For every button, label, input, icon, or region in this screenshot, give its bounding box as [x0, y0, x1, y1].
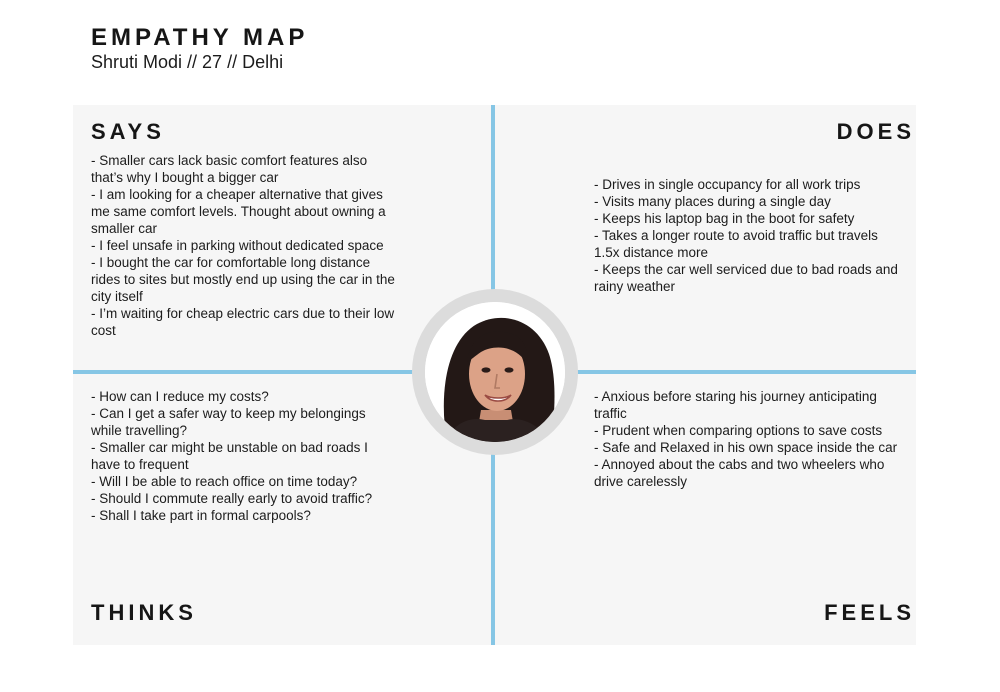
thinks-item: - Smaller car might be unstable on bad roads I have to frequent: [91, 440, 368, 472]
does-list: [594, 176, 899, 295]
feels-list: [594, 388, 904, 490]
says-item: - I feel unsafe in parking without dedicated space: [91, 238, 384, 253]
feels-item: - Annoyed about the cabs and two wheelers who drive carelessly: [594, 457, 885, 489]
says-list: [91, 152, 396, 339]
says-item: - I’m waiting for cheap electric cars due to their low cost: [91, 306, 395, 338]
thinks-item: - Should I commute really early to avoid traffic?: [91, 491, 373, 506]
thinks-item: - Can I get a safer way to keep my belongings while travelling?: [91, 406, 366, 438]
feels-item: - Anxious before staring his journey anticipating traffic: [594, 389, 877, 421]
page-title: EMPATHY MAP: [91, 24, 309, 51]
does-item: - Visits many places during a single day: [594, 194, 831, 209]
says-heading: SAYS: [91, 119, 165, 144]
does-heading: DOES: [836, 119, 915, 144]
does-item: - Keeps the car well serviced due to bad roads and rainy weather: [594, 262, 898, 294]
says-item: - I bought the car for comfortable long distance rides to sites but mostly end up using the car in the city itself: [91, 255, 395, 304]
does-item: - Keeps his laptop bag in the boot for safety: [594, 211, 855, 226]
persona-subtitle: Shruti Modi // 27 // Delhi: [91, 52, 284, 72]
says-item: - I am looking for a cheaper alternative that gives me same comfort levels. Thought about owning a smaller car: [91, 187, 386, 236]
does-item: - Drives in single occupancy for all work trips: [594, 177, 861, 192]
avatar: [412, 289, 578, 455]
thinks-item: - Shall I take part in formal carpools?: [91, 508, 311, 523]
avatar-photo: [425, 302, 565, 442]
thinks-heading: THINKS: [91, 600, 197, 625]
says-item: - Smaller cars lack basic comfort features also that’s why I bought a bigger car: [91, 153, 368, 185]
does-item: - Takes a longer route to avoid traffic but travels 1.5x distance more: [594, 228, 878, 260]
thinks-list: [91, 388, 396, 524]
thinks-item: - Will I be able to reach office on time today?: [91, 474, 358, 489]
thinks-item: - How can I reduce my costs?: [91, 389, 269, 404]
feels-item: - Prudent when comparing options to save costs: [594, 423, 883, 438]
feels-item: - Safe and Relaxed in his own space inside the car: [594, 440, 898, 455]
feels-heading: FEELS: [824, 600, 915, 625]
person-portrait-icon: [425, 302, 565, 442]
